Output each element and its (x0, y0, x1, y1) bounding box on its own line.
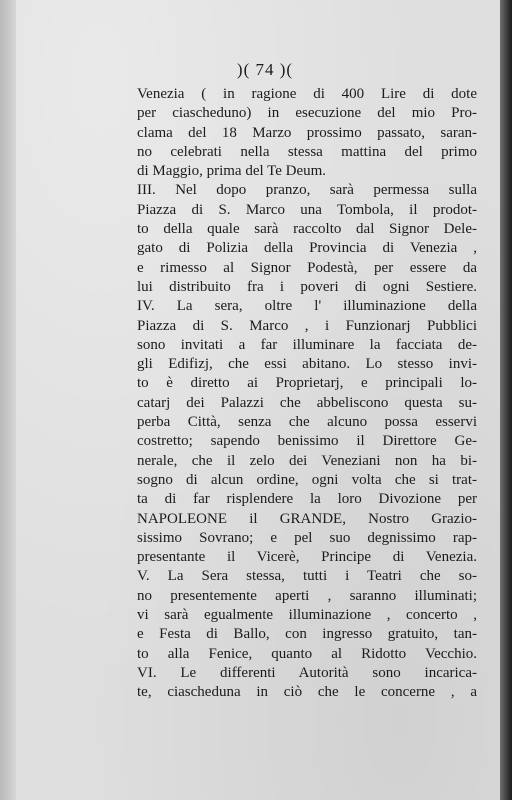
text-line: Piazza di S. Marco , i Funzionarj Pubblici (137, 317, 477, 334)
text-line: gli Edifizj, che essi abitano. Lo stesso invi- (137, 356, 477, 373)
text-line: Piazza di S. Marco una Tombola, il prodot- (137, 201, 477, 218)
text-line: e rimesso al Signor Podestà, per essere da (137, 259, 477, 276)
text-line: sogno di alcun ordine, ogni volta che si trat- (137, 471, 477, 488)
text-line: IV. La sera, oltre l' illuminazione della (137, 298, 477, 315)
text-line: gato di Polizia della Provincia di Venezia , (137, 240, 477, 257)
text-line: catarj dei Palazzi che abbeliscono questa su- (137, 394, 477, 411)
text-line: no celebrati nella stessa mattina del primo (137, 143, 477, 160)
text-line: te, ciascheduna in ciò che le concerne , a (137, 684, 477, 701)
text-line: no presentemente aperti , saranno illuminati; (137, 587, 477, 604)
text-line: nerale, che il zelo dei Veneziani non ha bi- (137, 452, 477, 469)
text-line: di Maggio, prima del Te Deum. (137, 163, 327, 180)
text-line: e Festa di Ballo, con ingresso gratuito, tan- (137, 626, 477, 643)
text-line: to è diretto ai Proprietarj, e principali lo- (137, 375, 477, 392)
text-line: costretto; sapendo benissimo il Direttore Ge- (137, 433, 477, 450)
text-line: presentante il Vicerè, Principe di Venezia. (137, 549, 477, 566)
text-line: VI. Le differenti Autorità sono incarica- (137, 664, 477, 681)
text-line: perba Città, senza che alcuno possa esservi (137, 414, 477, 431)
text-line: clama del 18 Marzo prossimo passato, saran- (137, 124, 477, 141)
body-text (137, 85, 477, 703)
text-line: NAPOLEONE il GRANDE, Nostro Grazio- (137, 510, 477, 527)
text-line: to alla Fenice, quanto al Ridotto Vecchio. (137, 645, 477, 662)
text-line: V. La Sera stessa, tutti i Teatri che so- (137, 568, 477, 585)
text-line: III. Nel dopo pranzo, sarà permessa sulla (137, 182, 477, 199)
text-line: per ciascheduno) in esecuzione del mio Pro- (137, 105, 477, 122)
text-line: Venezia ( in ragione di 400 Lire di dote (137, 86, 477, 102)
text-line: sono invitati a far illuminare la facciata de- (137, 336, 477, 353)
text-line: to della quale sarà raccolto dal Signor Dele- (137, 221, 477, 238)
page-number: )( 74 )( (236, 60, 294, 79)
text-line: ta di far risplendere la loro Divozione per (137, 491, 477, 508)
text-line: lui distribuito fra i poveri di ogni Sestiere. (137, 278, 477, 295)
text-line: vi sarà egualmente illuminazione , concerto , (137, 607, 477, 624)
page-edge-shadow (500, 0, 512, 800)
text-line: sissimo Sovrano; e pel suo degnissimo rap- (137, 529, 477, 546)
page-gutter (0, 0, 16, 800)
